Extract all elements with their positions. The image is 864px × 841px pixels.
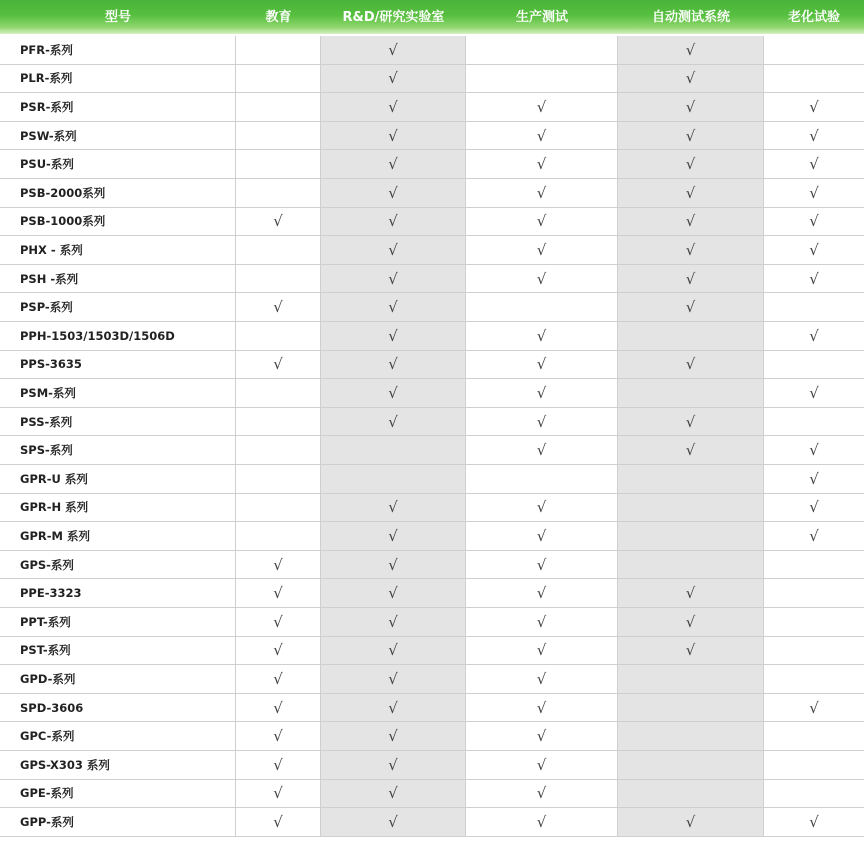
table-cell — [618, 494, 764, 523]
table-cell — [466, 236, 618, 265]
table-cell — [618, 122, 764, 151]
header-burn-in: 老化试验 — [764, 0, 864, 34]
check-mark-icon: √ — [809, 326, 819, 345]
check-mark-icon: √ — [273, 812, 283, 831]
check-mark-icon: √ — [536, 555, 547, 574]
table-row — [0, 808, 864, 837]
check-mark-icon: √ — [388, 298, 398, 317]
table-row — [0, 379, 864, 408]
table-cell — [618, 665, 764, 694]
model-name: PPT-系列 — [0, 608, 236, 637]
check-mark-icon: √ — [388, 698, 398, 717]
model-name: PSM-系列 — [0, 379, 236, 408]
table-row — [0, 465, 864, 494]
check-mark-icon: √ — [685, 97, 696, 116]
check-mark-icon: √ — [388, 269, 398, 288]
table-cell — [466, 722, 618, 751]
table-cell — [618, 608, 764, 637]
check-mark-icon: √ — [536, 498, 547, 517]
check-mark-icon: √ — [536, 212, 547, 231]
table-cell — [321, 608, 466, 637]
table-cell — [764, 465, 864, 494]
check-mark-icon: √ — [536, 784, 547, 803]
check-mark-icon: √ — [809, 97, 819, 116]
check-mark-icon: √ — [536, 326, 547, 345]
table-cell — [466, 408, 618, 437]
table-cell — [466, 150, 618, 179]
table-cell — [466, 379, 618, 408]
table-cell — [618, 93, 764, 122]
model-name: GPP-系列 — [0, 808, 236, 837]
table-cell — [618, 36, 764, 65]
check-mark-icon: √ — [388, 69, 398, 88]
check-mark-icon: √ — [388, 812, 398, 831]
table-cell — [236, 408, 321, 437]
check-mark-icon: √ — [388, 183, 398, 202]
header-production-test: 生产测试 — [466, 0, 618, 34]
table-cell — [321, 637, 466, 666]
check-mark-icon: √ — [685, 812, 696, 831]
table-cell — [321, 265, 466, 294]
check-mark-icon: √ — [809, 269, 819, 288]
table-cell — [321, 665, 466, 694]
table-cell — [236, 780, 321, 809]
check-mark-icon: √ — [809, 469, 819, 488]
table-cell — [321, 436, 466, 465]
check-mark-icon: √ — [685, 298, 696, 317]
check-mark-icon: √ — [536, 526, 547, 545]
table-cell — [618, 751, 764, 780]
check-mark-icon: √ — [273, 355, 283, 374]
table-cell — [618, 351, 764, 380]
table-row — [0, 494, 864, 523]
check-mark-icon: √ — [809, 498, 819, 517]
check-mark-icon: √ — [388, 212, 398, 231]
model-name: GPR-U 系列 — [0, 465, 236, 494]
table-row — [0, 293, 864, 322]
model-name: PLR-系列 — [0, 65, 236, 94]
table-cell — [236, 179, 321, 208]
table-cell — [236, 522, 321, 551]
model-name: PSP-系列 — [0, 293, 236, 322]
table-cell — [236, 36, 321, 65]
table-cell — [618, 322, 764, 351]
table-cell — [764, 265, 864, 294]
check-mark-icon: √ — [536, 155, 547, 174]
table-row — [0, 93, 864, 122]
model-name: PFR-系列 — [0, 36, 236, 65]
table-cell — [236, 93, 321, 122]
table-cell — [236, 293, 321, 322]
table-cell — [466, 436, 618, 465]
table-cell — [764, 494, 864, 523]
table-cell — [466, 494, 618, 523]
table-cell — [466, 179, 618, 208]
table-cell — [618, 637, 764, 666]
check-mark-icon: √ — [536, 584, 547, 603]
table-cell — [321, 379, 466, 408]
table-cell — [764, 36, 864, 65]
model-name: GPD-系列 — [0, 665, 236, 694]
model-name: GPR-M 系列 — [0, 522, 236, 551]
model-name: GPR-H 系列 — [0, 494, 236, 523]
table-cell — [466, 637, 618, 666]
table-row — [0, 351, 864, 380]
table-cell — [764, 722, 864, 751]
check-mark-icon: √ — [388, 498, 398, 517]
model-name: GPS-系列 — [0, 551, 236, 580]
table-cell — [466, 808, 618, 837]
table-cell — [321, 780, 466, 809]
table-cell — [321, 522, 466, 551]
model-name: PSB-1000系列 — [0, 208, 236, 237]
table-cell — [236, 379, 321, 408]
check-mark-icon: √ — [388, 355, 398, 374]
check-mark-icon: √ — [809, 441, 819, 460]
model-name: PPE-3323 — [0, 579, 236, 608]
table-cell — [321, 465, 466, 494]
table-cell — [764, 93, 864, 122]
table-cell — [764, 351, 864, 380]
check-mark-icon: √ — [685, 641, 696, 660]
table-cell — [764, 751, 864, 780]
check-mark-icon: √ — [388, 669, 398, 688]
check-mark-icon: √ — [536, 612, 547, 631]
model-name: PSR-系列 — [0, 93, 236, 122]
check-mark-icon: √ — [809, 240, 819, 259]
table-cell — [321, 808, 466, 837]
model-name: PSW-系列 — [0, 122, 236, 151]
table-cell — [236, 608, 321, 637]
table-cell — [764, 65, 864, 94]
table-row — [0, 722, 864, 751]
table-cell — [618, 551, 764, 580]
check-mark-icon: √ — [388, 383, 398, 402]
table-cell — [236, 694, 321, 723]
check-mark-icon: √ — [273, 755, 283, 774]
table-cell — [764, 551, 864, 580]
check-mark-icon: √ — [388, 526, 398, 545]
check-mark-icon: √ — [273, 555, 283, 574]
table-cell — [764, 379, 864, 408]
table-cell — [236, 465, 321, 494]
header-model: 型号 — [0, 0, 236, 34]
table-cell — [321, 722, 466, 751]
table-cell — [321, 551, 466, 580]
table-cell — [764, 665, 864, 694]
table-cell — [466, 322, 618, 351]
table-cell — [618, 293, 764, 322]
model-name: GPS-X303 系列 — [0, 751, 236, 780]
table-cell — [321, 751, 466, 780]
table-cell — [236, 208, 321, 237]
table-cell — [618, 179, 764, 208]
check-mark-icon: √ — [809, 698, 819, 717]
check-mark-icon: √ — [536, 669, 547, 688]
check-mark-icon: √ — [685, 612, 696, 631]
table-row — [0, 150, 864, 179]
table-cell — [618, 436, 764, 465]
check-mark-icon: √ — [388, 555, 398, 574]
table-cell — [321, 93, 466, 122]
table-row — [0, 694, 864, 723]
table-cell — [236, 751, 321, 780]
table-cell — [618, 579, 764, 608]
check-mark-icon: √ — [388, 240, 398, 259]
check-mark-icon: √ — [685, 155, 696, 174]
table-row — [0, 637, 864, 666]
table-row — [0, 322, 864, 351]
check-mark-icon: √ — [809, 126, 819, 145]
check-mark-icon: √ — [273, 641, 283, 660]
table-cell — [618, 722, 764, 751]
table-cell — [618, 208, 764, 237]
table-cell — [764, 608, 864, 637]
table-row — [0, 522, 864, 551]
table-cell — [236, 65, 321, 94]
table-cell — [618, 808, 764, 837]
table-cell — [466, 608, 618, 637]
table-cell — [764, 436, 864, 465]
table-cell — [321, 65, 466, 94]
check-mark-icon: √ — [685, 69, 696, 88]
table-cell — [321, 236, 466, 265]
table-cell — [618, 522, 764, 551]
check-mark-icon: √ — [536, 126, 547, 145]
model-name: PHX - 系列 — [0, 236, 236, 265]
check-mark-icon: √ — [273, 698, 283, 717]
table-row — [0, 208, 864, 237]
table-cell — [466, 351, 618, 380]
check-mark-icon: √ — [536, 412, 547, 431]
check-mark-icon: √ — [536, 641, 547, 660]
check-mark-icon: √ — [685, 40, 696, 59]
table-cell — [764, 780, 864, 809]
table-cell — [236, 808, 321, 837]
check-mark-icon: √ — [685, 240, 696, 259]
table-cell — [764, 637, 864, 666]
check-mark-icon: √ — [536, 183, 547, 202]
check-mark-icon: √ — [536, 97, 547, 116]
table-cell — [466, 465, 618, 494]
header-education: 教育 — [236, 0, 321, 34]
check-mark-icon: √ — [685, 269, 696, 288]
model-name: PPH-1503/1503D/1506D — [0, 322, 236, 351]
check-mark-icon: √ — [273, 212, 283, 231]
table-row — [0, 551, 864, 580]
check-mark-icon: √ — [388, 584, 398, 603]
model-name: PSB-2000系列 — [0, 179, 236, 208]
model-name: PSS-系列 — [0, 408, 236, 437]
table-cell — [321, 408, 466, 437]
check-mark-icon: √ — [388, 641, 398, 660]
check-mark-icon: √ — [388, 412, 398, 431]
check-mark-icon: √ — [809, 812, 819, 831]
model-name: SPD-3606 — [0, 694, 236, 723]
check-mark-icon: √ — [273, 784, 283, 803]
check-mark-icon: √ — [273, 584, 283, 603]
table-row — [0, 265, 864, 294]
table-row — [0, 36, 864, 65]
table-cell — [321, 208, 466, 237]
table-cell — [236, 637, 321, 666]
table-cell — [321, 179, 466, 208]
table-cell — [236, 436, 321, 465]
check-mark-icon: √ — [536, 441, 547, 460]
check-mark-icon: √ — [388, 784, 398, 803]
table-row — [0, 65, 864, 94]
table-cell — [236, 551, 321, 580]
table-cell — [618, 780, 764, 809]
check-mark-icon: √ — [685, 126, 696, 145]
check-mark-icon: √ — [273, 727, 283, 746]
table-cell — [764, 179, 864, 208]
table-cell — [466, 665, 618, 694]
check-mark-icon: √ — [536, 698, 547, 717]
check-mark-icon: √ — [685, 183, 696, 202]
table-cell — [466, 579, 618, 608]
table-cell — [618, 236, 764, 265]
model-name: GPC-系列 — [0, 722, 236, 751]
model-name: PSU-系列 — [0, 150, 236, 179]
table-row — [0, 608, 864, 637]
model-name: PSH -系列 — [0, 265, 236, 294]
check-mark-icon: √ — [809, 183, 819, 202]
table-cell — [236, 322, 321, 351]
table-cell — [466, 122, 618, 151]
table-cell — [764, 293, 864, 322]
table-cell — [236, 722, 321, 751]
table-row — [0, 579, 864, 608]
table-cell — [764, 236, 864, 265]
table-cell — [321, 293, 466, 322]
check-mark-icon: √ — [388, 326, 398, 345]
table-row — [0, 179, 864, 208]
check-mark-icon: √ — [388, 97, 398, 116]
table-cell — [321, 494, 466, 523]
table-cell — [764, 208, 864, 237]
table-cell — [764, 122, 864, 151]
table-cell — [236, 665, 321, 694]
table-cell — [236, 236, 321, 265]
table-cell — [236, 150, 321, 179]
table-cell — [764, 150, 864, 179]
check-mark-icon: √ — [273, 612, 283, 631]
table-cell — [466, 293, 618, 322]
table-cell — [466, 694, 618, 723]
check-mark-icon: √ — [388, 755, 398, 774]
check-mark-icon: √ — [388, 40, 398, 59]
table-cell — [466, 93, 618, 122]
check-mark-icon: √ — [536, 755, 547, 774]
table-cell — [764, 808, 864, 837]
check-mark-icon: √ — [809, 383, 819, 402]
check-mark-icon: √ — [273, 298, 283, 317]
check-mark-icon: √ — [536, 240, 547, 259]
table-cell — [618, 408, 764, 437]
table-cell — [321, 122, 466, 151]
table-cell — [236, 122, 321, 151]
header-ate: 自动测试系统 — [618, 0, 764, 34]
table-cell — [466, 551, 618, 580]
check-mark-icon: √ — [536, 355, 547, 374]
table-cell — [321, 150, 466, 179]
table-cell — [236, 265, 321, 294]
table-cell — [466, 780, 618, 809]
table-cell — [466, 522, 618, 551]
header-rnd-lab: R&D/研究实验室 — [321, 0, 466, 34]
check-mark-icon: √ — [273, 669, 283, 688]
table-cell — [618, 265, 764, 294]
table-cell — [321, 579, 466, 608]
table-row — [0, 236, 864, 265]
check-mark-icon: √ — [536, 727, 547, 746]
table-cell — [764, 408, 864, 437]
check-mark-icon: √ — [388, 727, 398, 746]
table-cell — [618, 150, 764, 179]
check-mark-icon: √ — [536, 383, 547, 402]
table-cell — [321, 351, 466, 380]
table-cell — [236, 494, 321, 523]
check-mark-icon: √ — [685, 212, 696, 231]
table-cell — [466, 36, 618, 65]
table-cell — [764, 694, 864, 723]
table-row — [0, 780, 864, 809]
check-mark-icon: √ — [536, 812, 547, 831]
check-mark-icon: √ — [388, 612, 398, 631]
check-mark-icon: √ — [809, 526, 819, 545]
check-mark-icon: √ — [536, 269, 547, 288]
check-mark-icon: √ — [809, 212, 819, 231]
model-name: SPS-系列 — [0, 436, 236, 465]
table-row — [0, 122, 864, 151]
table-cell — [321, 322, 466, 351]
table-row — [0, 436, 864, 465]
table-cell — [764, 522, 864, 551]
table-cell — [764, 579, 864, 608]
check-mark-icon: √ — [809, 155, 819, 174]
model-name: PPS-3635 — [0, 351, 236, 380]
table-cell — [466, 208, 618, 237]
table-cell — [764, 322, 864, 351]
table-cell — [466, 65, 618, 94]
table-row — [0, 408, 864, 437]
model-name: PST-系列 — [0, 637, 236, 666]
table-cell — [466, 751, 618, 780]
table-cell — [618, 694, 764, 723]
check-mark-icon: √ — [685, 412, 696, 431]
table-cell — [618, 379, 764, 408]
check-mark-icon: √ — [685, 355, 696, 374]
table-cell — [236, 351, 321, 380]
check-mark-icon: √ — [685, 441, 696, 460]
check-mark-icon: √ — [388, 155, 398, 174]
table-row — [0, 665, 864, 694]
check-mark-icon: √ — [388, 126, 398, 145]
table-cell — [618, 465, 764, 494]
table-cell — [466, 265, 618, 294]
model-name: GPE-系列 — [0, 780, 236, 809]
table-row — [0, 751, 864, 780]
table-cell — [321, 694, 466, 723]
table-cell — [236, 579, 321, 608]
table-header — [0, 0, 864, 34]
table-cell — [618, 65, 764, 94]
table-cell — [321, 36, 466, 65]
check-mark-icon: √ — [685, 584, 696, 603]
